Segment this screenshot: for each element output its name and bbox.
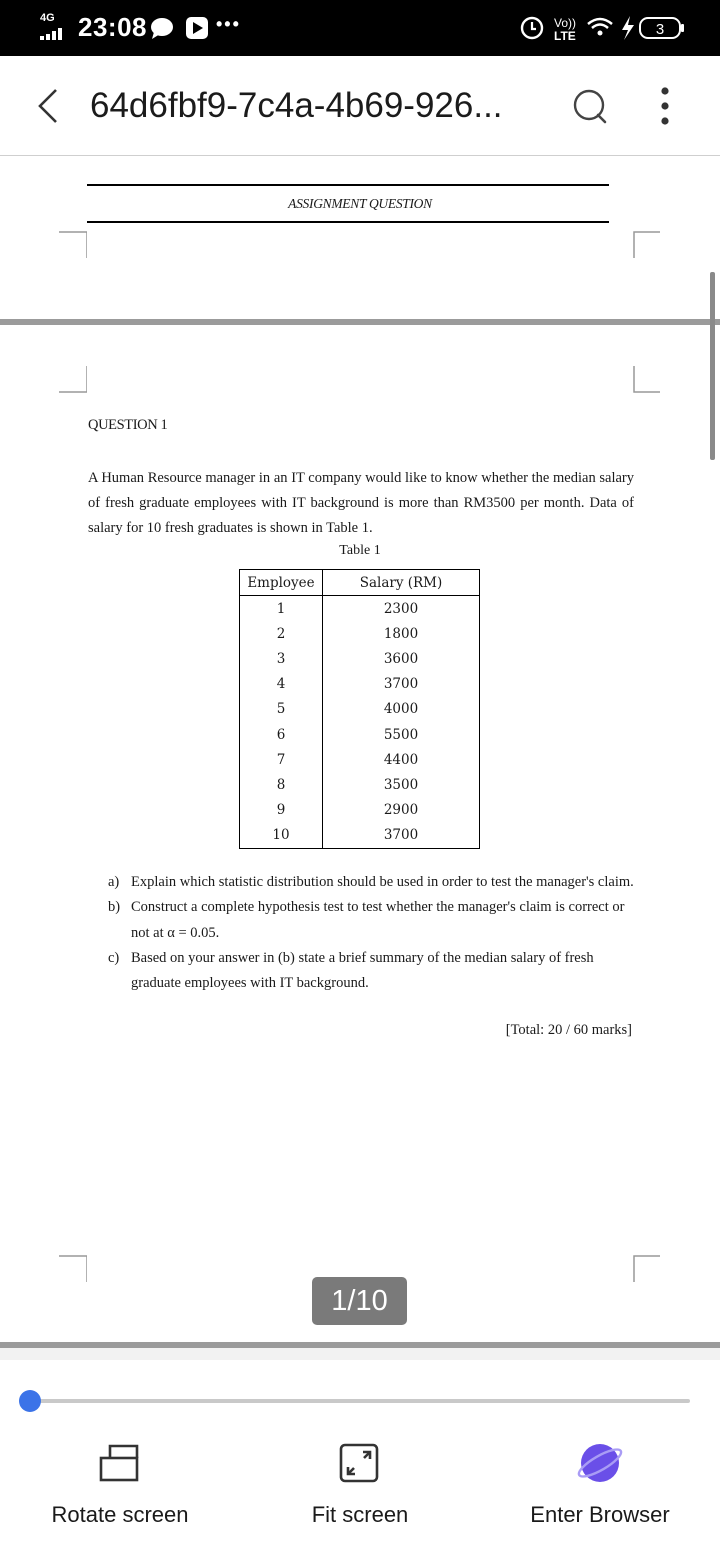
page-indicator: 1/10 (312, 1277, 407, 1325)
table-row (240, 697, 480, 722)
table-row (240, 798, 480, 823)
employee-cell: 5 (240, 697, 323, 722)
employee-cell: 7 (240, 747, 323, 772)
page-corner-mark (59, 1254, 87, 1282)
table-row (240, 747, 480, 772)
question-part-label: a) (108, 874, 120, 890)
table-row (240, 823, 480, 849)
rotate-screen-icon (96, 1440, 144, 1486)
signal-icon (40, 28, 70, 40)
enter-browser-label: Enter Browser (530, 1502, 670, 1527)
question-part (108, 946, 634, 997)
salary-table (239, 569, 480, 849)
table-header-row (240, 570, 480, 596)
salary-cell: 3700 (323, 672, 480, 697)
table-row (240, 646, 480, 671)
question-part (108, 870, 634, 895)
rotate-screen-button[interactable] (20, 1440, 220, 1528)
salary-cell: 2900 (323, 798, 480, 823)
page-corner-mark (59, 366, 87, 394)
question-part-text: Based on your answer in (b) state a brief summary of the median salary of fresh graduate employees with IT background. (131, 949, 594, 992)
employee-cell: 3 (240, 646, 323, 671)
page-corner-mark (632, 1254, 660, 1282)
status-icons (520, 12, 690, 44)
browser-planet-icon (576, 1440, 624, 1486)
salary-cell: 3500 (323, 772, 480, 797)
page-separator (0, 319, 720, 325)
header-bottom-rule (87, 221, 609, 223)
employee-cell: 2 (240, 621, 323, 646)
charging-icon (622, 16, 634, 40)
more-notifications-icon: ••• (216, 14, 241, 34)
salary-cell: 5500 (323, 722, 480, 747)
question-part (108, 895, 634, 946)
network-type: 4G (40, 12, 55, 24)
question-part-text: Explain which statistic distribution should be used in order to test the manager's claim. (131, 874, 634, 890)
chat-bubble-icon (151, 18, 173, 39)
question-part-text: Construct a complete hypothesis test to test whether the manager's claim is correct or not at α = 0.05. (131, 899, 625, 941)
app-bar (0, 56, 720, 156)
table-row (240, 672, 480, 697)
column-header-salary: Salary (RM) (323, 570, 480, 596)
salary-cell: 4000 (323, 697, 480, 722)
enter-browser-button[interactable] (500, 1440, 700, 1528)
page-progress-thumb[interactable] (19, 1390, 41, 1412)
notification-icons (150, 16, 210, 40)
salary-cell: 4400 (323, 747, 480, 772)
table-row (240, 596, 480, 622)
fit-screen-button[interactable] (260, 1440, 460, 1528)
table-row (240, 772, 480, 797)
table-caption: Table 1 (339, 543, 381, 558)
assignment-header: ASSIGNMENT QUESTION (288, 196, 432, 211)
salary-cell: 2300 (323, 596, 480, 622)
wifi-icon (588, 19, 612, 36)
play-store-icon (186, 17, 208, 39)
document-title: 64d6fbf9-7c4a-4b69-926... (90, 86, 503, 125)
rotate-screen-label: Rotate screen (51, 1502, 189, 1527)
salary-cell: 3600 (323, 646, 480, 671)
salary-cell: 1800 (323, 621, 480, 646)
question-parts (108, 870, 634, 996)
page-corner-mark (632, 366, 660, 394)
employee-cell: 8 (240, 772, 323, 797)
clock: 23:08 (78, 12, 147, 42)
page-corner-mark (59, 230, 87, 258)
header-top-rule (87, 184, 609, 186)
total-marks: [Total: 20 / 60 marks] (505, 1022, 632, 1038)
salary-cell: 3700 (323, 823, 480, 849)
bottom-toolbar-divider (0, 1348, 720, 1360)
chevron-left-icon (34, 86, 64, 126)
status-bar (0, 0, 720, 56)
scrollbar-thumb[interactable] (710, 272, 715, 460)
employee-cell: 9 (240, 798, 323, 823)
search-icon (570, 86, 610, 126)
table-row (240, 722, 480, 747)
employee-cell: 10 (240, 823, 323, 849)
question-title: QUESTION 1 (88, 417, 168, 433)
column-header-employee: Employee (240, 570, 323, 596)
search-button[interactable] (570, 86, 610, 126)
fit-screen-icon (336, 1440, 384, 1486)
svg-text:3: 3 (655, 21, 665, 38)
question-text: A Human Resource manager in an IT company would like to know whether the median salary of fresh graduate employees with IT background is more than RM3500 per month. Data of salary for 10 fresh graduates is shown in Table 1. (88, 470, 634, 536)
page-progress-track[interactable] (30, 1399, 690, 1403)
svg-text:LTE: LTE (554, 29, 576, 43)
question-part-label: c) (108, 949, 120, 966)
page-corner-mark (632, 230, 660, 258)
employee-cell: 6 (240, 722, 323, 747)
table-row (240, 621, 480, 646)
employee-cell: 1 (240, 596, 323, 622)
employee-cell: 4 (240, 672, 323, 697)
more-options-button[interactable] (650, 84, 680, 128)
svg-text:Vo)): Vo)) (554, 16, 577, 30)
more-vertical-icon (650, 84, 680, 128)
fit-screen-label: Fit screen (311, 1502, 409, 1527)
battery-icon (640, 18, 684, 38)
question-part-label: b) (108, 899, 121, 916)
alarm-icon (522, 18, 542, 38)
back-button[interactable] (34, 86, 64, 126)
